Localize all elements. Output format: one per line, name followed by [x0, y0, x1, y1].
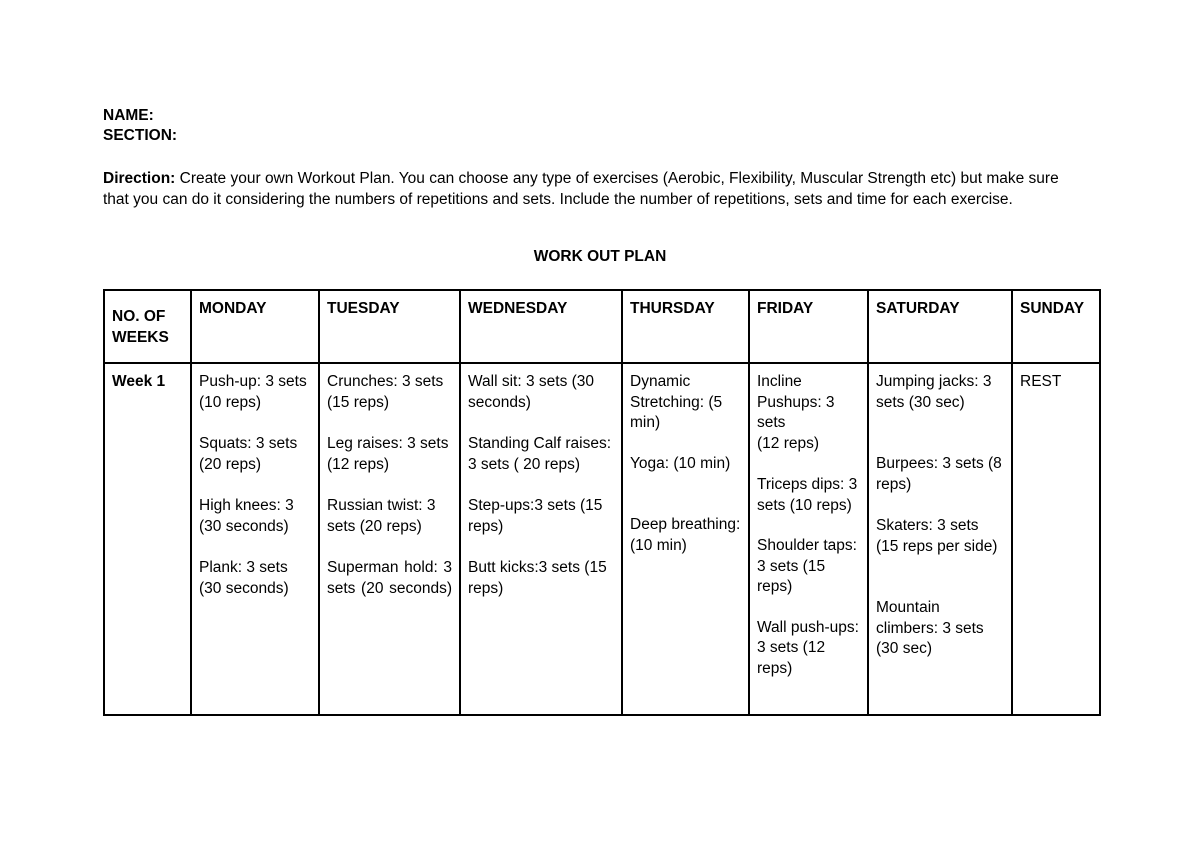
exercise-item: Plank: 3 sets (30 seconds): [199, 559, 289, 597]
exercise-item: Superman hold: 3 sets (20 seconds): [327, 559, 452, 597]
column-header-monday: MONDAY: [191, 290, 319, 363]
exercise-item: Wall sit: 3 sets (30 seconds): [468, 373, 595, 411]
column-header-weeks: NO. OF WEEKS: [104, 290, 191, 363]
direction-paragraph: [103, 168, 1063, 210]
exercise-item: Step-ups:3 sets (15 reps): [468, 497, 603, 535]
exercise-item: Butt kicks:3 sets (15 reps): [468, 559, 607, 597]
exercise-item: Standing Calf raises: 3 sets ( 20 reps): [468, 435, 612, 473]
exercise-item: Jumping jacks: 3 sets (30 sec): [876, 373, 992, 411]
section-label: SECTION:: [103, 127, 178, 144]
exercise-item: Deep breathing: (10 min): [630, 516, 741, 554]
exercise-item: High knees: 3 (30 seconds): [199, 497, 294, 535]
exercise-item: Push-up: 3 sets (10 reps): [199, 373, 307, 411]
column-header-wednesday: WEDNESDAY: [460, 290, 622, 363]
week-cell: Week 1: [104, 363, 191, 715]
friday-cell: [749, 363, 868, 715]
column-header-thursday: THURSDAY: [622, 290, 749, 363]
exercise-item: Squats: 3 sets (20 reps): [199, 435, 298, 473]
name-label: NAME:: [103, 107, 154, 124]
exercise-item: Mountain climbers: 3 sets (30 sec): [876, 599, 984, 657]
tuesday-cell: [319, 363, 460, 715]
exercise-item: Shoulder taps: 3 sets (15 reps): [757, 537, 857, 595]
column-header-tuesday: TUESDAY: [319, 290, 460, 363]
thursday-cell: [622, 363, 749, 715]
exercise-item: Dynamic Stretching: (5 min): [630, 373, 723, 431]
exercise-item: Russian twist: 3 sets (20 reps): [327, 497, 436, 535]
column-header-sunday: SUNDAY: [1012, 290, 1100, 363]
exercise-item: (12 reps): [757, 434, 820, 452]
table-row: [104, 363, 1100, 715]
table-header-row: [104, 290, 1100, 363]
direction-text: Create your own Workout Plan. You can choose any type of exercises (Aerobic, Flexibility, Muscular Strength etc) but make sure that you can do it considering the numbers of repetitions and sets. Include the number of repetitions, sets and time for each exercise.: [103, 170, 1059, 208]
column-header-friday: FRIDAY: [749, 290, 868, 363]
wednesday-cell: [460, 363, 622, 715]
exercise-item: Leg raises: 3 sets (12 reps): [327, 435, 449, 473]
workout-plan-table: [103, 289, 1101, 716]
sunday-cell: REST: [1012, 363, 1100, 715]
exercise-item: Skaters: 3 sets (15 reps per side): [876, 517, 998, 555]
exercise-item: Burpees: 3 sets (8 reps): [876, 455, 1002, 493]
direction-label: Direction:: [103, 170, 176, 187]
exercise-item: Crunches: 3 sets (15 reps): [327, 373, 444, 411]
column-header-saturday: SATURDAY: [868, 290, 1012, 363]
exercise-item: Wall push-ups: 3 sets (12 reps): [757, 618, 859, 677]
exercise-item: Incline Pushups: 3 sets: [757, 373, 835, 431]
exercise-item: Triceps dips: 3 sets (10 reps): [757, 476, 858, 514]
saturday-cell: [868, 363, 1012, 715]
plan-title: WORK OUT PLAN: [533, 248, 667, 265]
student-info: [103, 106, 177, 146]
exercise-item: Yoga: (10 min): [630, 454, 731, 472]
monday-cell: [191, 363, 319, 715]
